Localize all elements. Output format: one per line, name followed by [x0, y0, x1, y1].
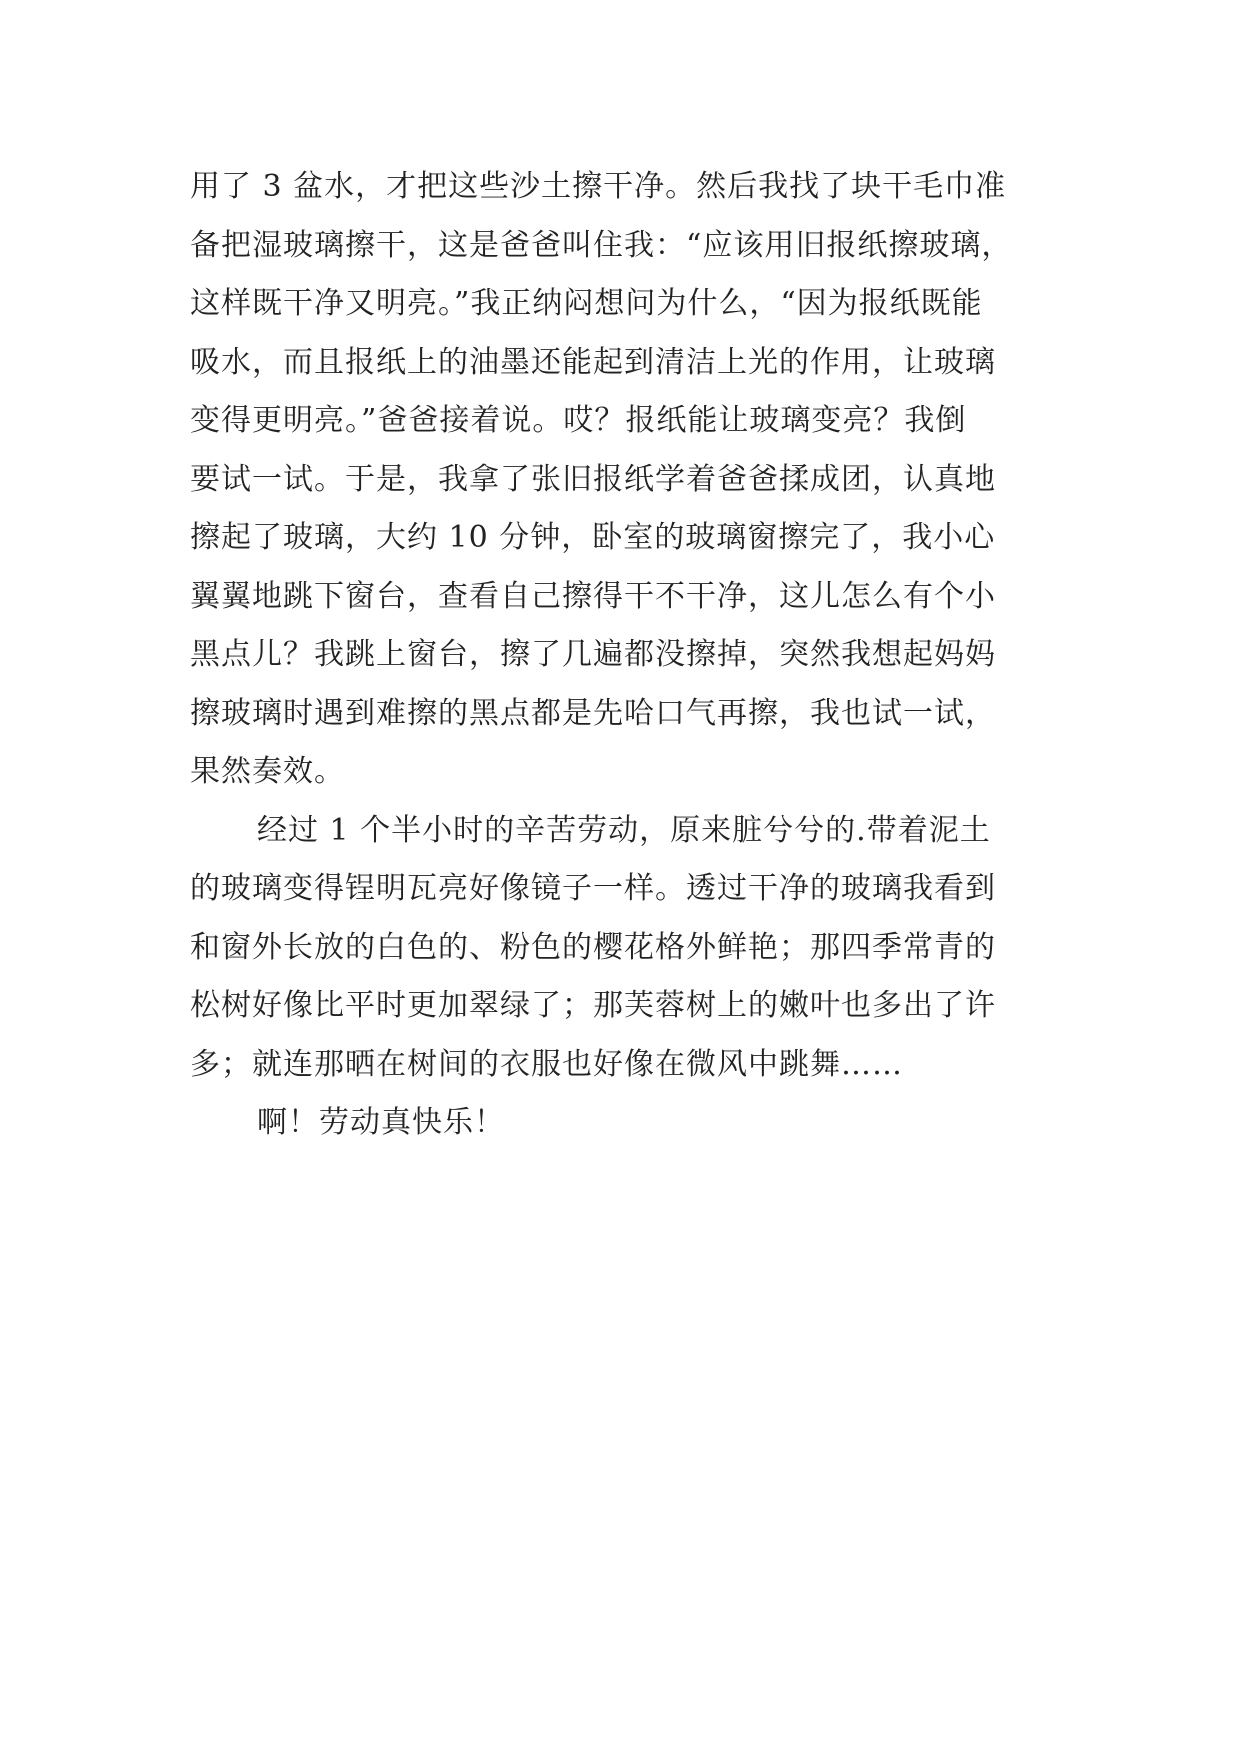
paragraph-2: [190, 802, 1070, 1095]
text-line: 用了 3 盆水，才把这些沙土擦干净。然后我找了块干毛巾准: [190, 169, 1007, 204]
text-line: 变得更明亮。”爸爸接着说。哎？报纸能让玻璃变亮？我倒: [190, 403, 967, 438]
text-line: 吸水，而且报纸上的油墨还能起到清洁上光的作用，让玻璃: [190, 344, 996, 380]
text-line: 多；就连那晒在树间的衣服也好像在微风中跳舞……: [190, 1046, 903, 1082]
text-line: 果然奏效。: [190, 754, 345, 789]
text-line: 啊！劳动真快乐！: [257, 1105, 505, 1140]
text-line: 经过 1 个半小时的辛苦劳动，原来脏兮兮的.带着泥土: [257, 812, 991, 848]
essay-body: [190, 158, 1070, 1153]
text-line: 和窗外长放的白色的、粉色的樱花格外鲜艳；那四季常青的: [190, 929, 996, 965]
text-line: 的玻璃变得锃明瓦亮好像镜子一样。透过干净的玻璃我看到: [190, 871, 996, 906]
text-line: 翼翼地跳下窗台，查看自己擦得干不干净，这儿怎么有个小: [190, 578, 996, 614]
text-line: 这样既干净又明亮。”我正纳闷想问为什么，“因为报纸既能: [190, 286, 983, 321]
text-line: 擦玻璃时遇到难擦的黑点都是先哈口气再擦，我也试一试，: [190, 695, 996, 731]
text-line: 擦起了玻璃，大约 10 分钟，卧室的玻璃窗擦完了，我小心: [190, 520, 996, 555]
paragraph-3: [190, 1094, 1070, 1153]
paragraph-1: [190, 158, 1070, 802]
text-line: 要试一试。于是，我拿了张旧报纸学着爸爸揉成团，认真地: [190, 461, 996, 497]
text-line: 松树好像比平时更加翠绿了；那芙蓉树上的嫩叶也多出了许: [190, 988, 996, 1023]
text-line: 备把湿玻璃擦干，这是爸爸叫住我：“应该用旧报纸擦玻璃，: [190, 227, 1013, 263]
text-line: 黑点儿？我跳上窗台，擦了几遍都没擦掉，突然我想起妈妈: [190, 637, 996, 672]
